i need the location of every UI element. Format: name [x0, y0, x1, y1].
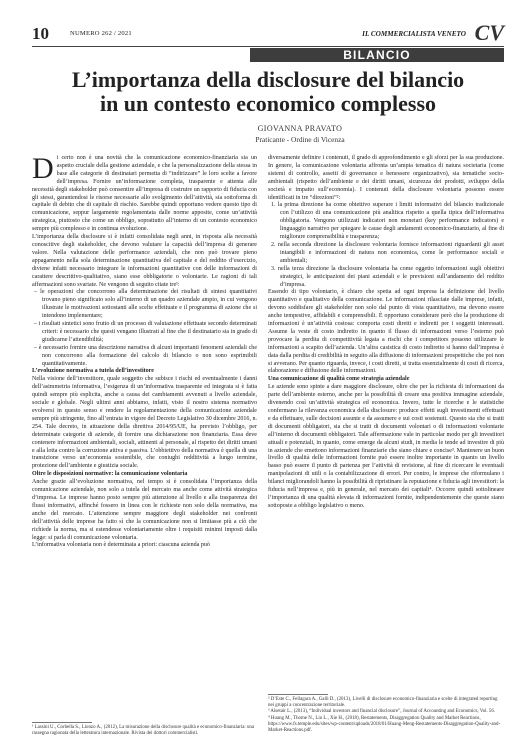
bullet-item: – le operazioni che concorrono alla determinazione dei risultati di sintesi quantitativi trovano pieno significato solo all’interno di un quadro aziendale ampio, in cui vengono illustrate le motivazioni sottostanti alle scelte effettuate e il programma di azione che si intendono implementare; [34, 289, 257, 320]
column-left [32, 152, 258, 550]
paragraph: diversamente definire i contenuti, il grado di approfondimento e gli sforzi per la sua produzione. In genere, la comunicazione volontaria affronta un’ampia tematica di natura societaria (come sistemi di controllo, assetti di governance e benessere organizzativo), sia tematiche socio-ambientali (rispetto dell’ambiente e dei diritti umani, sicurezza dei prodotti, sviluppo della società e impatto sull’economia). I contenuti della disclosure volontaria possono essere identificati in tre “direzioni”²: [268, 155, 504, 201]
author-name: GIOVANNA PRAVATO [257, 124, 343, 133]
numbered-item: 1. la prima direzione ha come obiettivo superare i limiti informativi del bilancio tradizionale con l’utilizzo di una comunicazione più analitica rispetto a quella tipica dell’informativa obbligatoria. Vengono utilizzati indicatori non monetari (key performance indicators) e linguaggio narrativo per spiegare le cause degli andamenti economico-finanziario, al fine di migliorare comprensibilità e trasparenza; [271, 202, 504, 241]
column-right [268, 155, 504, 511]
section-label: BILANCIO [250, 48, 504, 62]
bullet-item: – è necessario fornire una descrizione narrativa di alcuni importanti fenomeni aziendali che non concorrono alla formazione del calcolo di bilancio o non sono esprimibili quantitativamente. [34, 344, 257, 367]
magazine-logo: CV [474, 20, 504, 45]
paragraph: i certo non è una novità che la comunicazione economico-finanziaria sia un aspetto cruciale della gestione aziendale, e che la personalizzazione della stessa in base alle categorie di destinatari permetta di “indirizzare” le loro scelte a favore dell’impresa. Fornire un’informazione completa, trasparente e attenta alle necessità degli stakeholder può consentire all’impresa di costruire un rapporto di fiducia con gli stessi, garantendosi le risorse necessarie allo svolgimento dell’attività, sia sottoforma di capitale di debito che di capitale di rischio. Sarebbe quindi opportuno vedere questo tipo di comunicazione, seppur largamente regolamentata dalle norme apposite, come un’attività strategica, piuttosto che come un obbligo, soprattutto all’interno di un contesto economico sempre più complesso e in continua evoluzione. [32, 155, 257, 233]
paragraph: Le aziende sono spinte a dare maggiore disclosure, oltre che per la richiesta di informazioni da parte dell’ambiente esterno, anche per la possibilità di creare una positiva immagine aziendale, divenendo così un’attività strategica ed economica. Invero, tutte le ricerche e le statistiche confermano la rilevanza economica della disclosure: produce effetti sugli investimenti effettuati e da effettuare, sulle decisioni assunte e da assumere e sui costi sostenuti. Questo sia che si tratti di documenti obbligatori, sia che si tratti di documenti volontari o di informazioni volontarie all’interno di documenti obbligatori. Tale affermazione vale in particolar modo per gli investitori attuali e potenziali, in quanto, come emerge da alcuni studi, in media le tende ad investire di più in aziende che emettono informazioni finanziarie che siano chiare e concise³. Mantenere un buon livello di qualità delle informazioni fornite può essere inoltre importante in quanto un livello basso può essere il punto di partenza per l’attività di revisione, al fine di ricercare le eventuali manipolazioni di utili o la contabilizzazione di errori. Per contro, le imprese che riformulano i bilanci migliorandoli hanno la possibilità di ripristinare la reputazione e fiducia agli investitori: la fiducia nell’impresa e, più in generale, nel mercato dei capitali⁴. Occorre quindi sottolineare l’importanza di una qualità elevata di informazioni fornite, indipendentemente che queste siano sottoposte a obbligo legislativo o meno. [268, 384, 504, 509]
paragraph: L’importanza della disclosure si è infatti consolidata negli anni, in risposta alla necessità conoscitive degli stakeholder, che devono valutare la capacità dell’impresa di generare valore. Nella valutazione delle performance aziendali, che non può trovare pieno appagamento nella sola determinazione quantitativa del capitale e del reddito d’esercizio, diviene infatti necessario integrare le informazioni quantitative con delle informazioni di carattere descrittivo-qualitativo, siano esse obbligatorie o volontarie. Le ragioni di tali affermazioni sono svariate. Ne vengono di seguito citate tre¹: [32, 234, 257, 288]
header-rule [32, 46, 504, 47]
bullet-item: – i risultati sintetici sono frutto di un processo di valutazione effettuate secondo determinati criteri: è necessario che questi vengano illustrati al fine che il destinatario sia in grado di giudicarne l’attendibilità; [34, 321, 257, 343]
footnote-rule [32, 722, 92, 723]
footnote: ¹ Lassini U., Corbella S., Lionzo A., (2012), La misurazione della disclosure qualità e economico-finanziaria: una rassegna ragionata della letteratura internazionale. Rivista dei dottori commercialisti. [32, 725, 255, 737]
numbered-item: 3. nella terza direzione la disclosure volontaria ha come oggetto informazioni sugli obiettivi strategici, le anticipazioni dei piani aziendali e le previsioni sull’andamento del reddito d’impresa. [271, 265, 504, 288]
title-line-2: in un contesto economico complesso [99, 91, 437, 116]
article-title [30, 68, 506, 116]
page-number: 10 [32, 24, 49, 43]
magazine-name: IL COMMERCIALISTA VENETO [362, 30, 466, 38]
footnote: ⁴ Huang M., Thome N., Liu L., Xie H., (2018), Restatements, Disaggregation Quality and Market Reactions, https://www.fs.temple.edu/sites/wp-content/uploads/2018/01/Huang-Meng-Restatements-Disaggregation-Quality-and-Market-Reactions.pdf. [268, 715, 501, 734]
paragraph: Nella visione dell’investitore, quale soggetto che subisce i rischi ed eventualmente i danni dell’asimmetria informativa, l’esigenza di un’informativa trasparente ed integrata si è fatta quindi sempre più esplicita, anche a causa dei cambiamenti avvenuti a livello aziendale, sociale e globale. Negli ultimi anni abbiamo, infatti, visto il nostro sistema normativo evolversi in questo senso e rendere la regolamentazione della comunicazione aziendale sempre più stringente, fino all’entrata in vigore del Decreto Legislativo 30 dicembre 2016, n. 254. Tale decreto, in attuazione della direttiva 2014/95/UE, ha previsto l’obbligo, per determinate categorie di aziende, di fornire una dichiarazione non finanziaria. Essa deve contenere informazioni ambientali, sociali, attinenti al personale, al rispetto dei diritti umani e alla lotta contro la corruzione attiva e passiva. L’obbiettivo della normativa è quella di una transizione verso un’economia sostenibile, che coniughi redditività a lungo termine, protezione dell’ambiente e giustizia sociale. [32, 376, 258, 470]
page-header [32, 22, 504, 44]
author-affiliation: Praticante - Ordine di Vicenza [255, 135, 345, 144]
drop-cap: D [32, 152, 54, 185]
section-heading: Oltre le disposizioni normative: la comunicazione volontaria [32, 471, 188, 478]
issue-number: NUMERO 262 / 2021 [70, 30, 132, 37]
footnote-rule [268, 694, 328, 695]
paragraph: Anche grazie all’evoluzione normativa, nel tempo si è consolidata l’importanza della comunicazione aziendale, non solo a tutela del mercato ma anche come attività strategica d’impresa. Le imprese hanno posto sempre più attenzione al livello e alla trasparenza dei flussi informativi, affinché fossero in linea con le richieste non solo della normativa, ma anche del mercato. L’attenzione sempre maggiore degli stakeholder nei confronti dell’attività delle imprese ha fatto sì che la comunicazione non si limitasse più a ciò che richiede la norma, ma si estendesse volontariamente oltre i requisiti minimi imposti dalla legge: si parla di comunicazione volontaria. [32, 479, 257, 541]
title-line-1: L’importanza della disclosure del bilancio [71, 67, 465, 92]
footnotes-left [32, 725, 257, 737]
paragraph: L’informativa volontaria non è determinata a priori: ciascuna azienda può [32, 542, 210, 549]
paragraph: Essendo di tipo volontario, è chiaro che spetta ad ogni impresa la definizione del livello quantitativo e qualitativo della comunicazione. Le informazioni rilasciate dalle imprese, infatti, devono soddisfare gli stakeholder non solo dal punto di vista quantitativo, ma devono essere anche tempestive, affidabili e comprensibili. È opportuno considerare però che la produzione di informazioni è un’attività costosa: comporta costi diretti e indiretti per i soggetti interessati. Assume la veste di costo indiretto in quanto il flusso di informazioni verso l’esterno può provocare la perdita di competitività legata a rischi che i competitors possono utilizzare le informazioni a scapito dell’azienda. Un’altra casistica di costo indiretto si hanno dall’impresa è data dalla perdita di credibilità in seguito alla diffusione di informazioni prospettiche che poi non si avverano. Per quanto riguarda, invece, i costi diretti, si tratta essenzialmente di costi di ricerca, elaborazione e diffusione delle informazioni. [268, 289, 504, 375]
footnote: ² D’Este C., Fellagara A., Galli D., (2013), Livelli di disclosure economico-finanziaria e scelte di integrated reporting nei gruppi a concentrazione territoriale. [268, 697, 498, 709]
section-heading: Una comunicazione di qualità come strategia aziendale [268, 376, 410, 383]
footnotes-right [268, 697, 504, 734]
numbered-item: 2. nella seconda direzione la disclosure volontaria fornisce informazioni riguardanti gli asset intangibili e informazioni di natura non economica, come le performance sociali e ambientali; [271, 241, 504, 264]
section-heading: L’evoluzione normativa a tutela dell’investitore [32, 368, 154, 375]
footnote: ³ Alsetair L., (2013), “Individual investors and financial disclosure”, Journal of Accounting and Economics, Vol. 56. [268, 709, 496, 715]
